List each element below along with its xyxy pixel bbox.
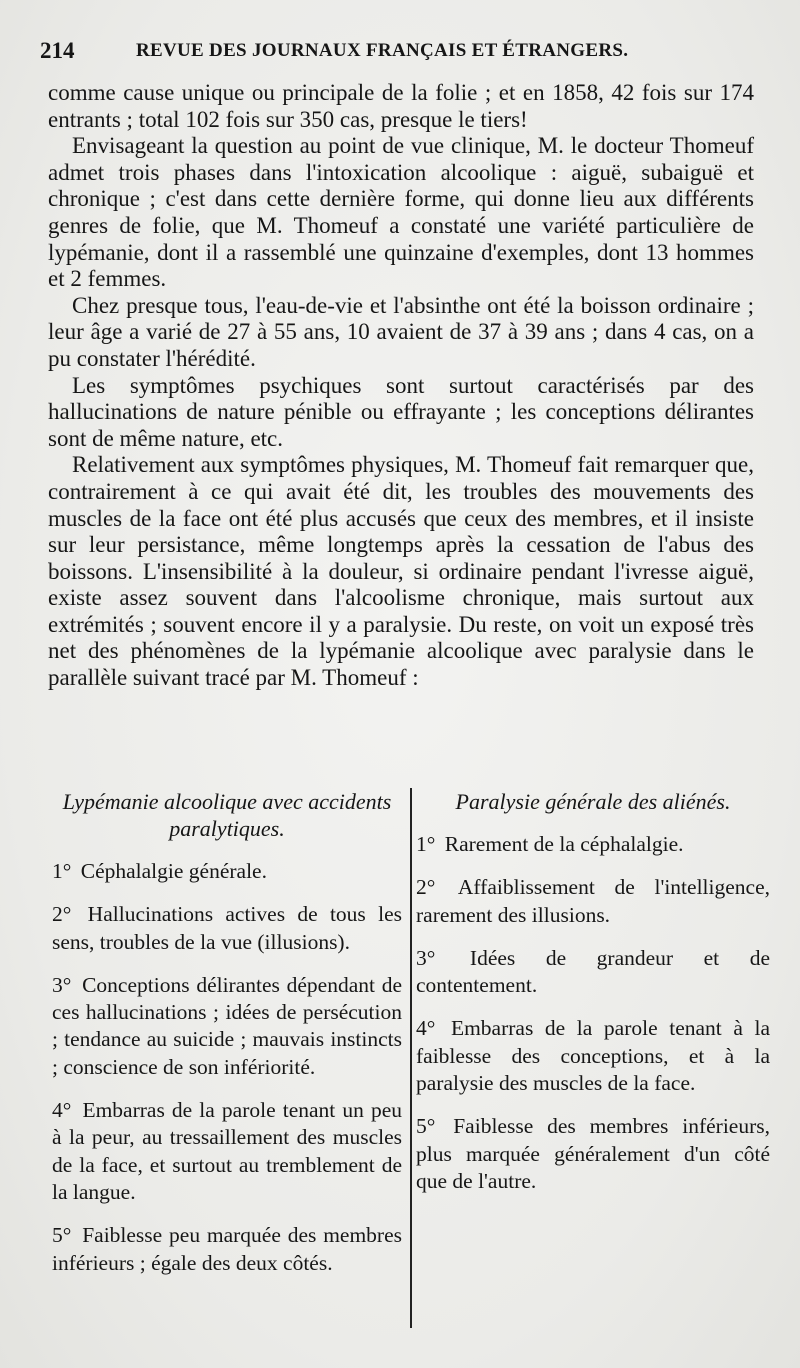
comparison-table <box>52 788 770 1328</box>
column-divider <box>410 788 412 1328</box>
item-number: 5° <box>52 1223 72 1248</box>
item-number: 4° <box>416 1016 436 1041</box>
item-number: 1° <box>52 859 72 883</box>
item-text: Idées de grandeur et de contentement. <box>416 945 771 998</box>
left-column <box>52 788 402 1293</box>
page-number: 214 <box>40 38 75 63</box>
item-number: 3° <box>52 972 72 997</box>
running-title: REVUE DES JOURNAUX FRANÇAIS ET ÉTRANGERS. <box>136 40 629 61</box>
item-number: 2° <box>416 875 436 900</box>
right-item <box>416 1015 770 1097</box>
left-item <box>52 858 402 885</box>
paragraph: Chez presque tous, l'eau-de-vie et l'absinthe ont été la boisson ordinaire ; leur âge a varié de 27 à 55 ans, 10 avaient de 37 à 39 ans ; dans 4 cas, on a pu constater l'hérédité. <box>48 292 754 371</box>
left-column-title: Lypémanie alcoolique avec accidents paralytiques. <box>62 789 392 841</box>
right-item <box>416 874 770 929</box>
item-text: Céphalalgie générale. <box>80 859 267 883</box>
right-column <box>416 788 770 1211</box>
left-item <box>52 1222 402 1277</box>
left-item <box>52 1097 402 1206</box>
item-text: Conceptions délirantes dépendant de ces hallucinations ; idées de persécution ; tendance au suicide ; mauvais instincts ; conscience de son infériorité. <box>52 972 402 1079</box>
page-header <box>40 38 760 68</box>
item-text: Faiblesse peu marquée des membres inférieurs ; égale des deux côtés. <box>52 1223 403 1275</box>
paragraph: comme cause unique ou principale de la folie ; et en 1858, 42 fois sur 174 entrants ; total 102 fois sur 350 cas, presque le tiers! <box>48 80 754 132</box>
right-column-title: Paralysie générale des aliénés. <box>455 789 731 814</box>
left-item <box>52 972 402 1081</box>
item-text: Faiblesse des membres inférieurs, plus marquée généralement d'un côté que de l'autre. <box>416 1114 770 1193</box>
item-text: Rarement de la céphalalgie. <box>444 832 684 856</box>
right-item <box>416 831 770 858</box>
item-text: Embarras de la parole tenant un peu à la peur, au tressaillement des muscles de la face, et surtout au tremblement de la langue. <box>52 1098 402 1204</box>
paragraph: Les symptômes psychiques sont surtout caractérisés par des hallucinations de nature pénible ou effrayante ; les conceptions délirantes sont de même nature, etc. <box>48 372 754 451</box>
item-number: 1° <box>416 832 436 856</box>
paragraph: Envisageant la question au point de vue clinique, M. le docteur Thomeuf admet trois phases dans l'intoxication alcoolique : aiguë, subaiguë et chronique ; c'est dans cette dernière forme, qui donne lieu aux différents genres de folie, que M. Thomeuf a constaté une variété particulière de lypémanie, dont il a rassemblé une quinzaine d'exemples, dont 13 hommes et 2 femmes. <box>48 133 754 292</box>
item-number: 3° <box>416 945 436 970</box>
right-item <box>416 945 770 1000</box>
item-number: 2° <box>52 902 72 927</box>
right-item <box>416 1113 770 1195</box>
paragraph: Relativement aux symptômes physiques, M. Thomeuf fait remarquer que, contrairement à ce qui avait été dit, les troubles des mouvements des muscles de la face ont été plus accusés que ceux des membres, et il insiste sur leur persistance, même longtemps après la cessation de l'abus des boissons. L'insensibilité à la douleur, si ordinaire pendant l'ivresse aiguë, existe assez souvent dans l'alcoolisme chronique, mais surtout aux extrémités ; souvent encore il y a paralysie. Du reste, on voit un exposé très net des phénomènes de la lypémanie alcoolique avec paralysie dans le parallèle suivant tracé par M. Thomeuf : <box>48 452 754 691</box>
item-text: Affaiblissement de l'intelligence, rarement des illusions. <box>416 875 770 927</box>
item-number: 5° <box>416 1114 436 1139</box>
item-number: 4° <box>52 1098 72 1123</box>
left-item <box>52 901 402 956</box>
body-text <box>48 80 754 692</box>
item-text: Hallucinations actives de tous les sens, troubles de la vue (illusions). <box>52 902 402 954</box>
item-text: Embarras de la parole tenant à la faiblesse des conceptions, et à la paralysie des muscles de la face. <box>416 1016 770 1096</box>
